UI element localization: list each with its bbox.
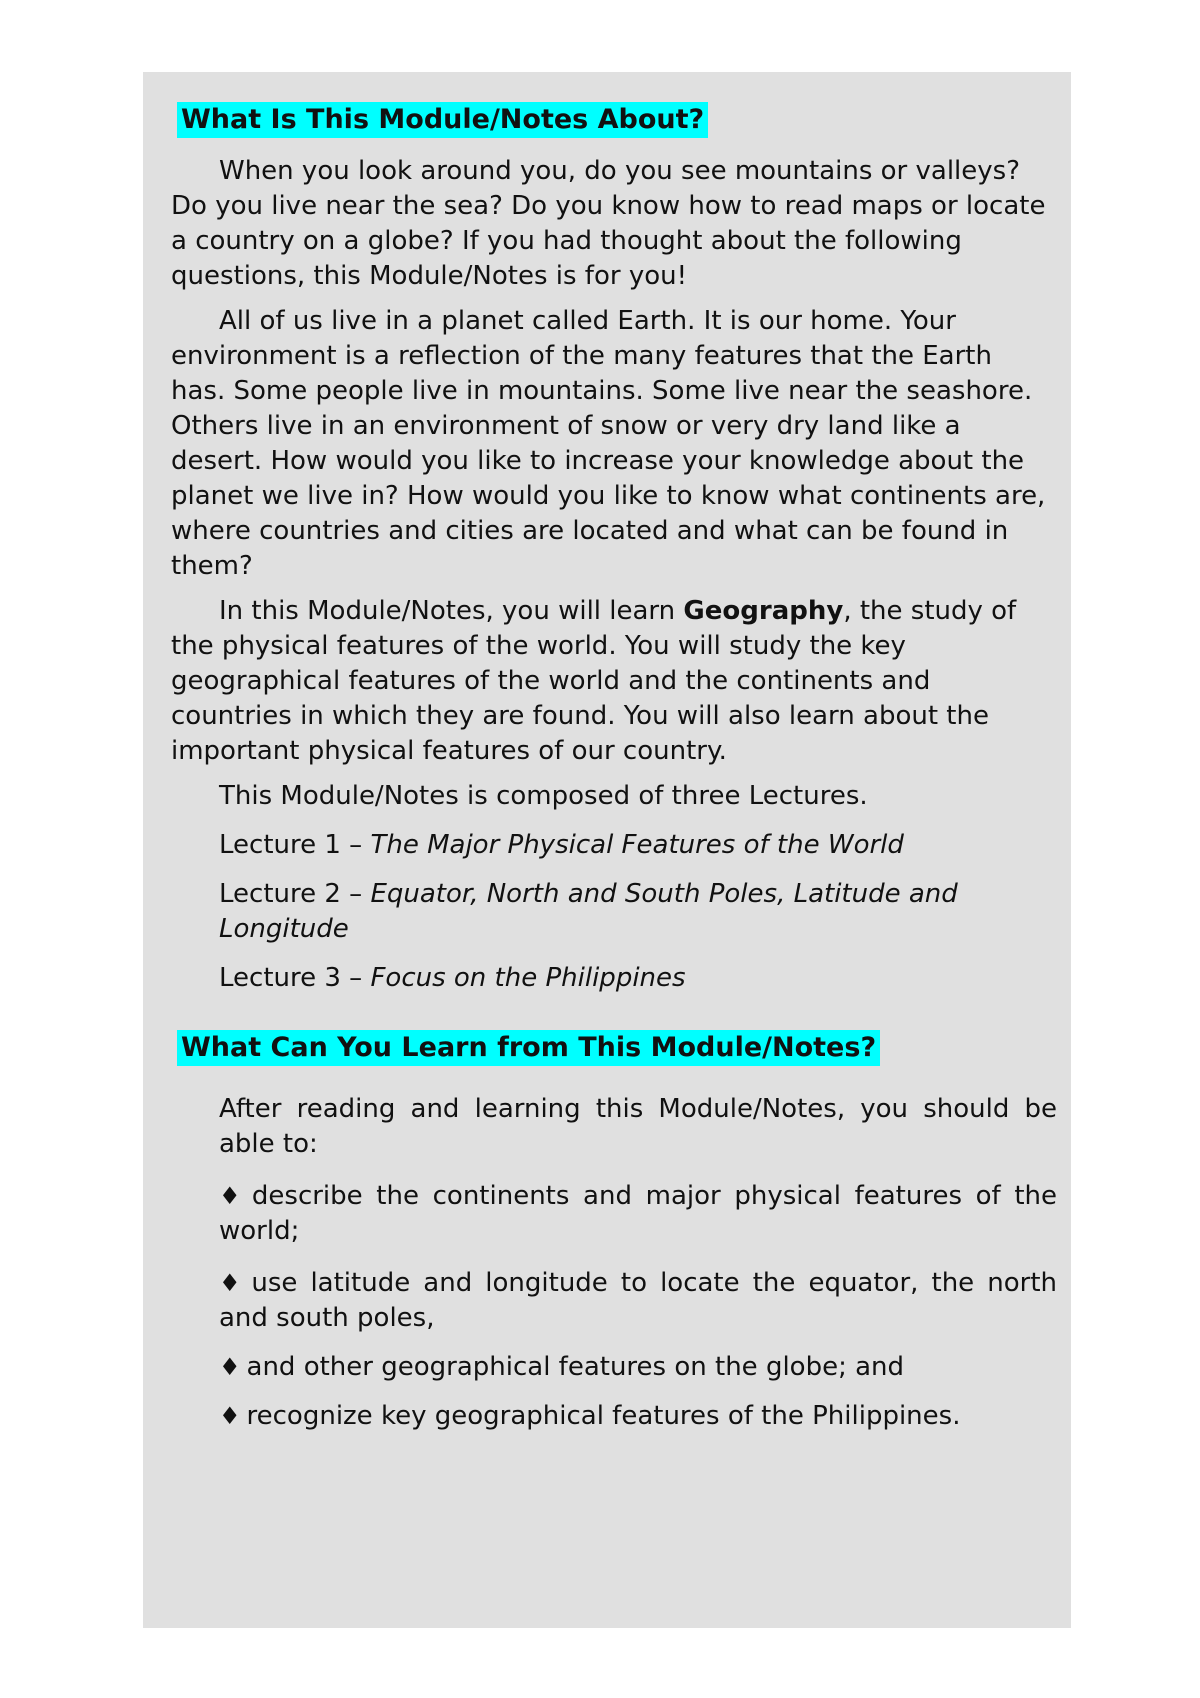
section-heading-learn: What Can You Learn from This Module/Notes? xyxy=(177,1030,880,1066)
intro-paragraph-1: When you look around you, do you see mountains or valleys? Do you live near the sea? Do you know how to read maps or locate a country on a globe? If you had thought about the following questions, this Module/Notes is for you! xyxy=(171,156,1046,291)
para3-text-after: , the study of the physical features of the world. You will study the key geographical features of the world and the continents and countries in which they are found. You will also learn about the important physical features of our country. xyxy=(171,596,1017,766)
objective-item-4 xyxy=(219,1399,1057,1434)
section-heading-about: What Is This Module/Notes About? xyxy=(177,102,708,138)
diamond-bullet-icon: ♦ xyxy=(219,1353,241,1381)
lecture-title: Focus on the Philippines xyxy=(370,963,686,993)
lecture-item-2 xyxy=(219,877,1051,947)
lecture-label: Lecture 1 – xyxy=(219,830,371,860)
intro-paragraph-3 xyxy=(171,594,1051,769)
objective-item-2 xyxy=(219,1266,1057,1336)
intro-paragraph-2: All of us live in a planet called Earth. It is our home. Your environment is a reflection of the many features that the Earth has. Some people live in mountains. Some live near the seashore. Others live in an environment of snow or very dry land like a desert. How would you like to increase your knowledge about the planet we live in? How would you like to know what continents are, where countries and cities are located and what can be found in them? xyxy=(171,306,1046,581)
lecture-item-3 xyxy=(219,961,1051,996)
module-page xyxy=(143,72,1071,1628)
lecture-item-1 xyxy=(219,828,1051,863)
geography-term: Geography xyxy=(683,596,844,626)
diamond-bullet-icon: ♦ xyxy=(219,1269,246,1297)
diamond-bullet-icon: ♦ xyxy=(219,1182,246,1210)
objective-item-3 xyxy=(219,1350,1057,1385)
section-about xyxy=(171,102,1071,996)
objective-text: describe the continents and major physical features of the world; xyxy=(219,1181,1058,1246)
objective-text: use latitude and longitude to locate the equator, the north and south poles, xyxy=(219,1268,1058,1333)
lecture-label: Lecture 3 – xyxy=(219,963,371,993)
objectives-intro: After reading and learning this Module/Notes, you should be able to: xyxy=(219,1094,1057,1159)
para3-text-before: In this Module/Notes, you will learn xyxy=(219,596,684,626)
lecture-title: Equator, North and South Poles, Latitude and Longitude xyxy=(219,879,958,944)
objective-text: recognize key geographical features of the Philippines. xyxy=(246,1401,961,1431)
lecture-title: The Major Physical Features of the World xyxy=(370,830,904,860)
lectures-summary: This Module/Notes is composed of three Lectures. xyxy=(219,781,868,811)
diamond-bullet-icon: ♦ xyxy=(219,1402,241,1430)
objective-item-1 xyxy=(219,1179,1057,1249)
objective-text: and other geographical features on the globe; and xyxy=(246,1352,905,1382)
lecture-label: Lecture 2 – xyxy=(219,879,371,909)
section-learn xyxy=(171,1030,1071,1434)
